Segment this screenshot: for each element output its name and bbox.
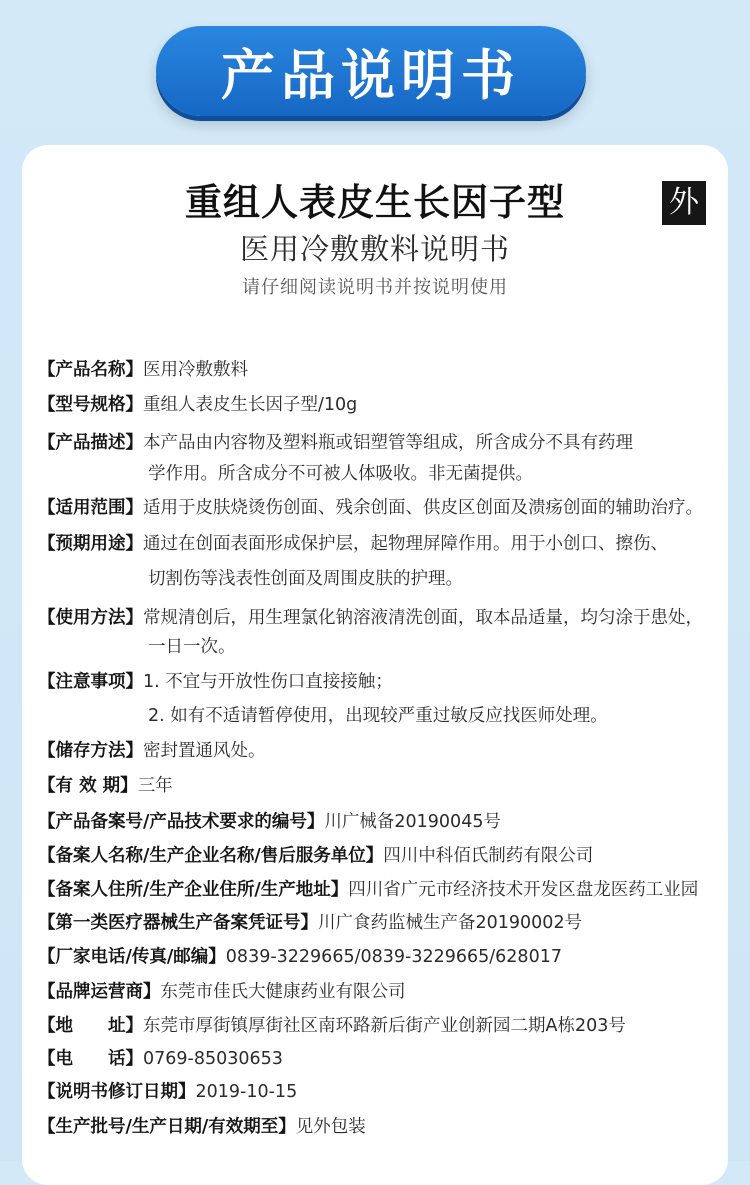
field-value: 通过在创面表面形成保护层，起物理屏障作用。用于小创口、擦伤、 <box>143 534 668 554</box>
field-value: 东莞市佳氏大健康药业有限公司 <box>160 982 406 1002</box>
field-label: 【生产批号/生产日期/有效期至】 <box>38 1117 296 1137</box>
field-value: 川广械备20190045号 <box>324 812 501 832</box>
field-label: 【产品名称】 <box>38 360 143 380</box>
field-label: 【备案人住所/生产企业住所/生产地址】 <box>38 880 349 900</box>
field-label: 【地 址】 <box>38 1016 143 1036</box>
field-intended-use <box>38 528 718 561</box>
field-value: 重组人表皮生长因子型/10g <box>143 395 358 415</box>
field-label: 【电 话】 <box>38 1049 143 1069</box>
field-brand-operator <box>38 976 718 1009</box>
field-value: 密封置通风处。 <box>143 741 266 761</box>
field-precautions-cont: 2. 如有不适请暂停使用，出现较严重过敏反应找医师处理。 <box>148 706 608 726</box>
field-production-filing <box>38 907 718 940</box>
field-label: 【厂家电话/传真/邮编】 <box>38 947 226 967</box>
field-product-description-cont: 学作用。所含成分不可被人体吸收。非无菌提供。 <box>148 464 533 484</box>
banner-title: 产品说明书 <box>221 43 521 107</box>
field-label: 【第一类医疗器械生产备案凭证号】 <box>38 913 318 933</box>
field-value: 适用于皮肤烧烫伤创面、残余创面、供皮区创面及溃疡创面的辅助治疗。 <box>143 498 703 518</box>
field-intended-use-cont: 切割伤等浅表性创面及周围皮肤的护理。 <box>148 569 463 589</box>
field-contact <box>38 941 718 974</box>
field-usage <box>38 602 718 635</box>
field-model-spec <box>38 389 718 422</box>
field-value: 0769-85030653 <box>143 1049 283 1069</box>
field-label: 【储存方法】 <box>38 741 143 761</box>
field-value: 医用冷敷敷料 <box>143 360 248 380</box>
field-label: 【产品备案号/产品技术要求的编号】 <box>38 812 325 832</box>
field-value: 川广食药监械生产备20190002号 <box>318 913 583 933</box>
field-label: 【预期用途】 <box>38 534 143 554</box>
external-use-badge: 外 <box>662 181 706 225</box>
field-label: 【产品描述】 <box>38 433 143 453</box>
field-value: 四川中科佰氏制药有限公司 <box>383 846 594 866</box>
field-label: 【品牌运营商】 <box>38 982 161 1002</box>
product-title: 重组人表皮生长因子型 <box>185 181 565 224</box>
field-filer-name <box>38 840 718 873</box>
field-address <box>38 1010 718 1043</box>
field-scope <box>38 492 718 525</box>
field-product-description <box>38 427 718 460</box>
field-value: 本产品由内容物及塑料瓶或铝塑管等组成，所含成分不具有药理 <box>143 433 633 453</box>
field-label: 【型号规格】 <box>38 395 143 415</box>
field-value: 1. 不宜与开放性伤口直接接触； <box>143 672 393 692</box>
field-label: 【有 效 期】 <box>38 776 138 796</box>
field-filer-address <box>38 874 718 907</box>
field-storage <box>38 735 718 768</box>
field-revision-date <box>38 1076 718 1109</box>
field-label: 【说明书修订日期】 <box>38 1082 196 1102</box>
field-value: 常规清创后，用生理氯化钠溶液清洗创面，取本品适量，均匀涂于患处， <box>143 608 703 628</box>
product-subtitle: 医用冷敷敷料说明书 <box>239 232 510 266</box>
title-banner <box>156 26 586 116</box>
field-value: 见外包装 <box>295 1117 366 1137</box>
field-label: 【使用方法】 <box>38 608 143 628</box>
field-usage-cont: 一日一次。 <box>148 637 236 657</box>
field-product-name <box>38 354 718 387</box>
field-value: 0839-3229665/0839-3229665/628017 <box>225 947 562 967</box>
field-batch-info <box>38 1111 718 1144</box>
field-value: 东莞市厚街镇厚街社区南环路新后街产业创新园二期A栋203号 <box>143 1016 626 1036</box>
field-label: 【注意事项】 <box>38 672 143 692</box>
field-value: 2019-10-15 <box>195 1082 298 1102</box>
field-phone <box>38 1043 718 1076</box>
field-label: 【备案人名称/生产企业名称/售后服务单位】 <box>38 846 384 866</box>
field-value: 四川省广元市经济技术开发区盘龙医药工业园 <box>348 880 699 900</box>
field-shelf-life <box>38 770 718 803</box>
field-value: 三年 <box>137 776 173 796</box>
reading-note: 请仔细阅读说明书并按说明使用 <box>242 277 508 298</box>
field-filing-number <box>38 806 718 839</box>
field-precautions <box>38 666 718 699</box>
field-label: 【适用范围】 <box>38 498 143 518</box>
